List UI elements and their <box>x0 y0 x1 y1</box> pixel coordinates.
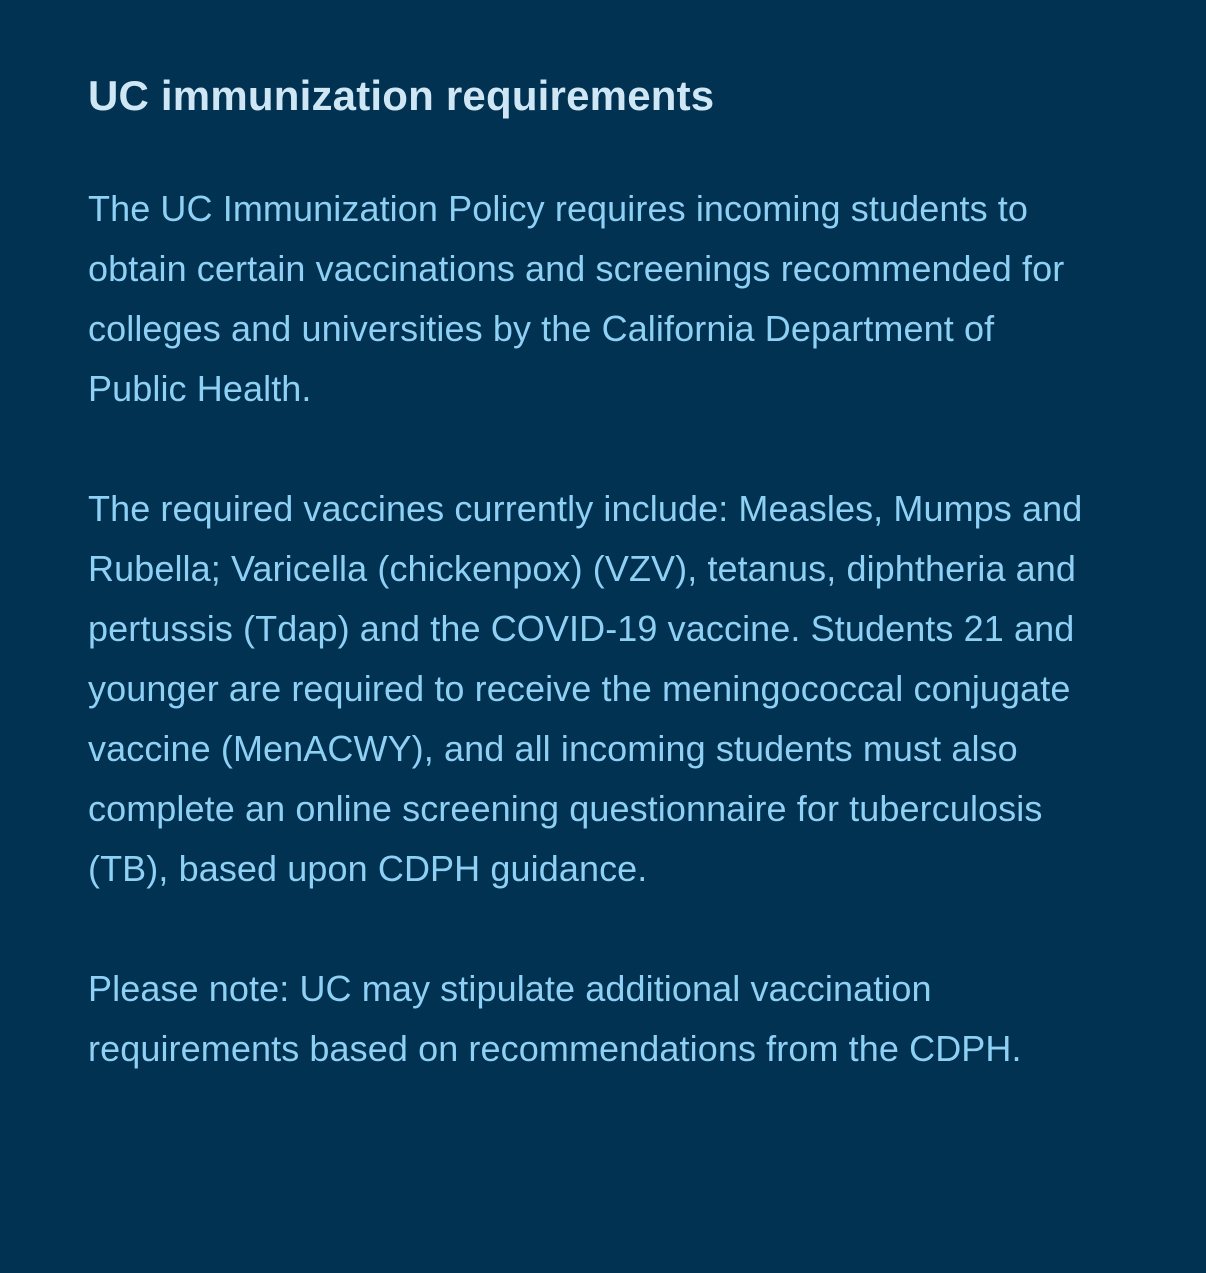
section-body <box>88 179 1086 1079</box>
note-paragraph: Please note: UC may stipulate additional vaccination requirements based on recommendations from the CDPH. <box>88 968 1022 1069</box>
required-vaccines-paragraph: The required vaccines currently include: Measles, Mumps and Rubella; Varicella (chickenpox) (VZV), tetanus, diphtheria and pertussis (Tdap) and the COVID-19 vaccine. Students 21 and younger are required to receive the meningococcal conjugate vaccine (MenACWY), and all incoming students must also complete an online screening questionnaire for tuberculosis (TB), based upon CDPH guidance. <box>88 488 1083 889</box>
section-title: UC immunization requirements <box>88 72 715 119</box>
policy-paragraph: The UC Immunization Policy requires incoming students to obtain certain vaccinations and screenings recommended for colleges and universities by the California Department of Public Health. <box>88 188 1065 409</box>
